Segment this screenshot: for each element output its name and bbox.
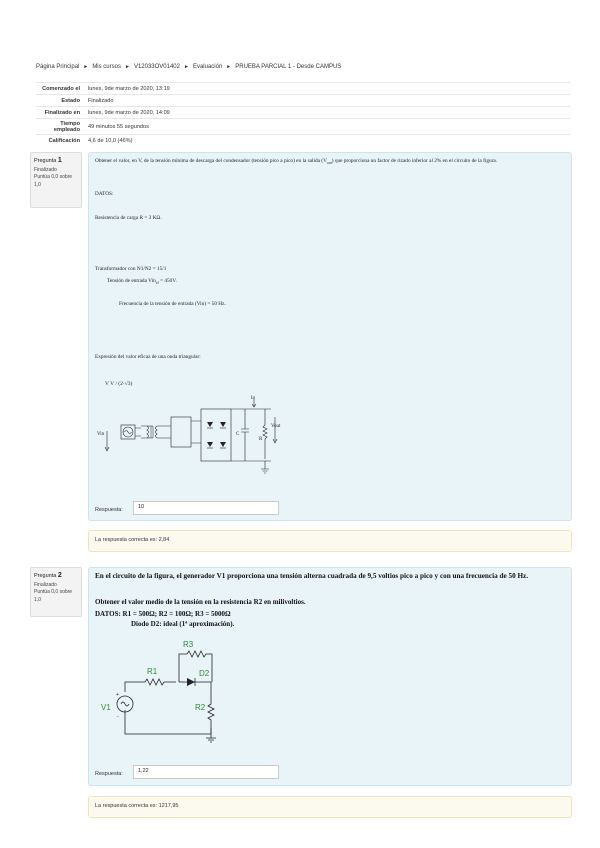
chevron-right-icon: ►: [183, 64, 189, 70]
label-r: R: [259, 437, 263, 442]
question-2-info: [30, 567, 82, 617]
question-label: Pregunta: [34, 158, 57, 164]
label-plus: +: [116, 692, 119, 698]
answer-label: Respuesta:: [95, 771, 123, 777]
chevron-right-icon: ►: [226, 64, 232, 70]
question-1-expresion: Expresión del valor eficaz de una onda triangular:: [95, 354, 201, 360]
label-c: C: [236, 432, 240, 437]
breadcrumb-evaluation[interactable]: Evaluación: [192, 64, 223, 70]
question-1-feedback: La respuesta correcta es: 2,84: [88, 530, 572, 552]
question-1-text: Obtener el valor, en V, de la tensión mínima de descarga del condensador (tensión pico a pico) en la salida $(V_{out})$ que proporciona un factor de rizado inferior al 2% en el circuito de la figura.: [95, 158, 498, 166]
summary-value: Finalizado: [84, 95, 570, 107]
question-label: Pregunta: [34, 573, 57, 579]
question-score: Puntúa 0,0 sobre 1,0: [34, 589, 73, 603]
label-minus: -: [117, 714, 119, 720]
quiz-summary-table: [36, 82, 570, 146]
diode-circuit: [95, 632, 255, 752]
rectifier-circuit: [95, 395, 285, 487]
answer-input[interactable]: 1,22: [133, 765, 279, 779]
question-2-feedback: La respuesta correcta es: 1217,95: [88, 796, 572, 818]
summary-key: Finalizado en: [36, 107, 84, 119]
summary-value: lunes, 9de marzo de 2020, 13:19: [84, 83, 570, 95]
chevron-right-icon: ►: [124, 64, 130, 70]
question-1-datos: DATOS:: [95, 191, 114, 197]
answer-label: Respuesta:: [95, 507, 123, 513]
label-v1: V1: [101, 703, 111, 712]
diode-icon: [187, 678, 195, 686]
question-2-diodo: Diodo D2: ideal (1ª aproximación).: [131, 620, 235, 628]
table-row: [36, 135, 570, 147]
table-row: [36, 83, 570, 95]
question-number: [34, 156, 78, 167]
table-row: [36, 95, 570, 107]
summary-key: Calificación: [36, 135, 84, 147]
summary-key: Estado: [36, 95, 84, 107]
breadcrumb: [36, 64, 341, 70]
breadcrumb-home[interactable]: Página Principal: [36, 64, 80, 70]
label-r1: R1: [147, 667, 158, 676]
question-1-frecuencia: Frecuencia de la tensión de entrada (Vin) = 50 Hz.: [119, 301, 226, 307]
question-1-transformador: Transformador con N1/N2 = 15/1: [95, 266, 167, 272]
question-2-text: En el circuito de la figura, el generador V1 proporciona una tensión alterna cuadrada de 9,5 voltios pico a pico y con una frecuencia de 50 Hz.: [95, 572, 529, 580]
question-2-task: Obtener el valor medio de la tensión en la resistencia R2 en milivoltios.: [95, 598, 306, 606]
question-state: Finalizado: [34, 581, 57, 588]
label-r2: R2: [195, 703, 206, 712]
table-row: [36, 107, 570, 119]
diode-icon: [207, 422, 226, 448]
chevron-right-icon: ►: [83, 64, 89, 70]
question-state: Finalizado: [34, 166, 57, 173]
question-1-resistencia: Resistencia de carga R = 3 KΩ.: [95, 215, 162, 221]
table-row: [36, 119, 570, 135]
breadcrumb-quiz[interactable]: PRUEBA PARCIAL 1 - Desde CAMPUS: [235, 64, 342, 70]
question-1-info: [30, 152, 82, 208]
question-number: [34, 571, 78, 582]
label-vin: Vin: [97, 432, 105, 437]
question-score: Puntúa 0,0 sobre 1,0: [34, 174, 73, 188]
answer-input[interactable]: 10: [133, 501, 279, 515]
summary-value: lunes, 9de marzo de 2020, 14:09: [84, 107, 570, 119]
label-r3: R3: [183, 640, 194, 649]
question-1-tension: Tensión de entrada Vin$_{ef}$ = 450V.: [107, 278, 177, 286]
label-io: Io: [251, 396, 256, 401]
question-number-value: 2: [57, 572, 62, 579]
label-vout: Vout: [271, 424, 281, 429]
summary-value: 4,6 de 10,0 (46%): [84, 135, 570, 147]
summary-value: 49 minutos 55 segundos: [84, 119, 570, 135]
summary-key: Comenzado el: [36, 83, 84, 95]
summary-key: Tiempo empleado: [36, 119, 84, 135]
question-2-content: [88, 567, 572, 786]
label-d2: D2: [199, 669, 210, 678]
breadcrumb-my-courses[interactable]: Mis cursos: [92, 64, 121, 70]
breadcrumb-course[interactable]: V12033OV01402: [133, 64, 180, 70]
rms-formula: V V / (2·√3): [105, 381, 133, 387]
question-number-value: 1: [57, 157, 62, 164]
question-2-datos: DATOS: R1 = 500Ω; R2 = 100Ω; R3 = 5000Ω: [95, 610, 231, 618]
question-1-content: [88, 152, 572, 521]
